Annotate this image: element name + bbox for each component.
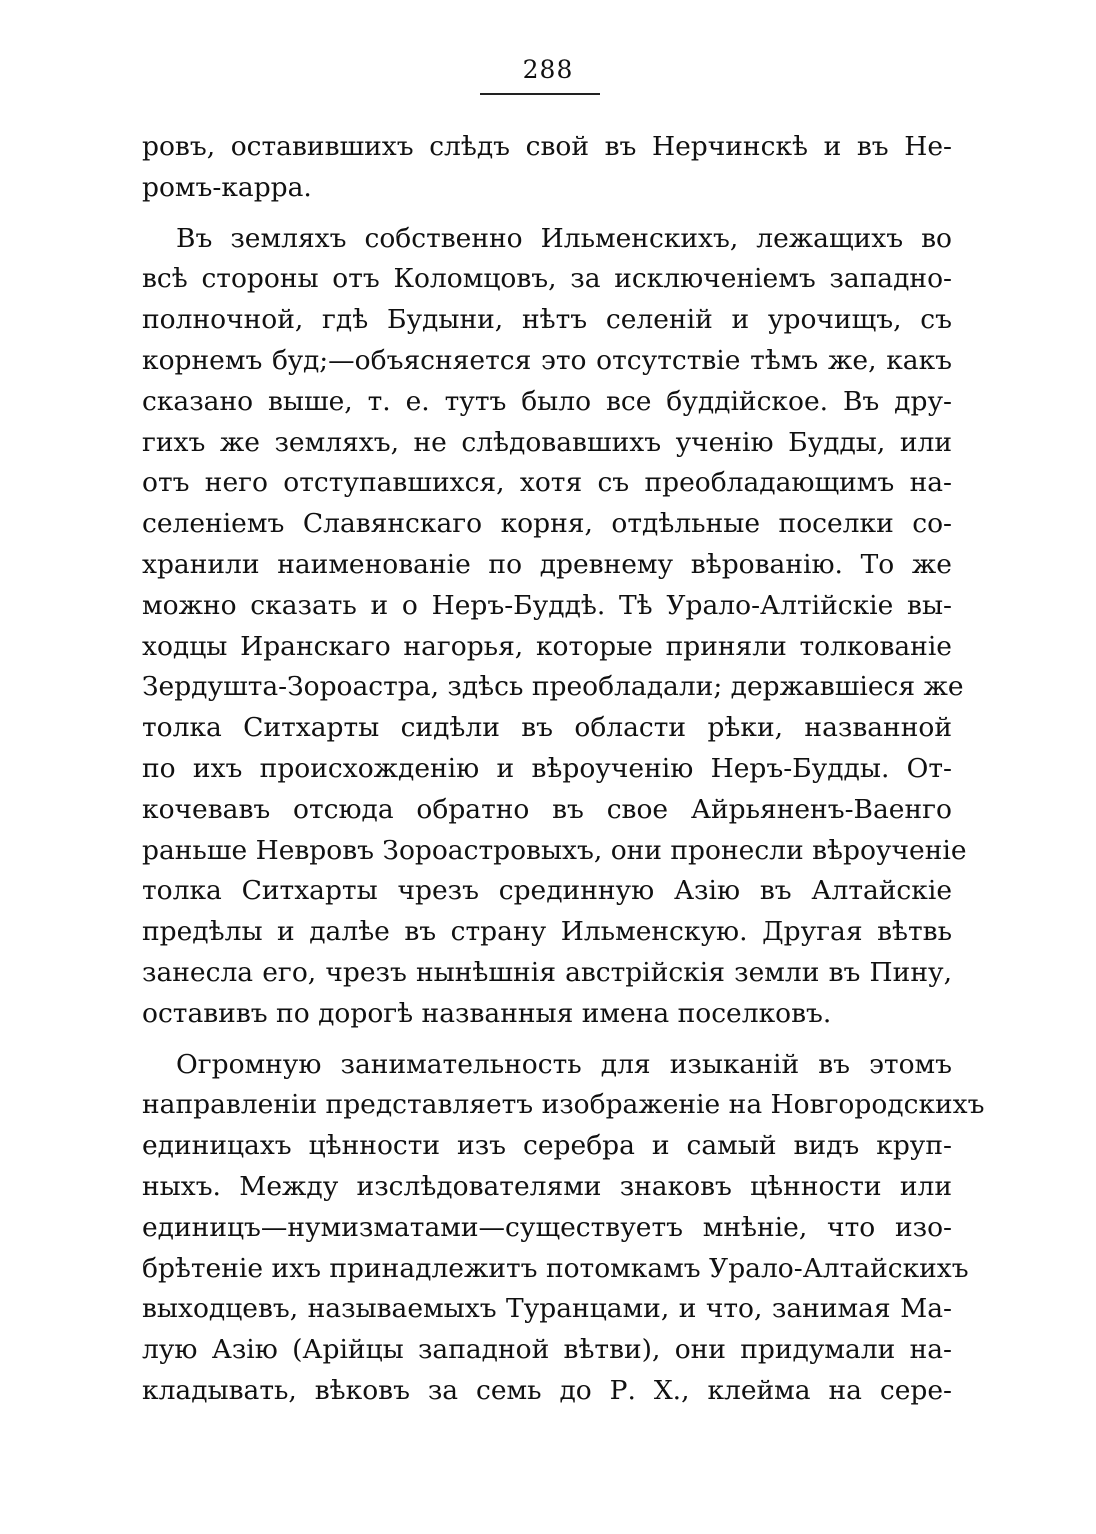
- text-line: ромъ-карра.: [142, 171, 312, 203]
- text-line: селеніемъ Славянскаго корня, отдѣльные поселки со-: [142, 508, 952, 540]
- text-line: Зердушта-Зороастра, здѣсь преобладали; державшіеся же: [142, 671, 964, 703]
- text-line: полночной, гдѣ Будыни, нѣтъ селеній и урочищъ, съ: [142, 304, 952, 336]
- text-line: направленіи представляетъ изображеніе на Новгородскихъ: [142, 1089, 985, 1121]
- text-line: раньше Невровъ Зороастровыхъ, они пронесли вѣроученіе: [142, 834, 967, 866]
- text-line: Огромную занимательность для изыканій въ этомъ: [176, 1048, 952, 1080]
- text-line: сказано выше, т. е. тутъ было все буддійское. Въ дру-: [142, 385, 952, 417]
- text-line: по ихъ происхожденію и вѣроученію Неръ-Будды. От-: [142, 753, 952, 784]
- text-line: толка Ситхарты чрезъ срединную Азію въ Алтайскіе: [142, 875, 952, 907]
- text-line: кочевавъ отсюда обратно въ свое Айрьяненъ-Ваенго: [142, 793, 952, 825]
- text-line: брѣтеніе ихъ принадлежитъ потомкамъ Урало-Алтайскихъ: [142, 1252, 969, 1284]
- text-line: можно сказать и о Неръ-Буддѣ. Тѣ Урало-Алтійскіе вы-: [142, 589, 952, 621]
- text-line: ходцы Иранскаго нагорья, которые приняли толкованіе: [142, 630, 952, 662]
- text-line: кладывать, вѣковъ за семь до Р. Х., клейма на сере-: [142, 1375, 952, 1406]
- text-line: предѣлы и далѣе въ страну Ильменскую. Другая вѣтвь: [142, 916, 952, 948]
- text-line: единицахъ цѣнности изъ серебра и самый видъ круп-: [142, 1130, 952, 1162]
- page-number: 288: [522, 55, 574, 84]
- text-line: ныхъ. Между изслѣдователями знаковъ цѣнности или: [142, 1171, 952, 1202]
- text-line: единицъ—нумизматами—существуетъ мнѣніе, что изо-: [142, 1211, 952, 1243]
- header-rule: [480, 93, 600, 95]
- text-line: корнемъ бyд;—объясняется это отсутствіе тѣмъ же, какъ: [142, 345, 952, 376]
- text-line: гихъ же земляхъ, не слѣдовавшихъ ученію Будды, или: [142, 426, 952, 458]
- text-line: выходцевъ, называемыхъ Туранцами, и что, занимая Ма-: [142, 1293, 952, 1325]
- text-line: ровъ, оставившихъ слѣдъ свой въ Нерчинскѣ и въ Не-: [142, 131, 952, 162]
- text-line: лую Азію (Арійцы западной вѣтви), они придумали на-: [142, 1334, 952, 1366]
- text-line: всѣ стороны отъ Коломцовъ, за исключеніемъ западно-: [142, 263, 952, 295]
- text-line: отъ него отступавшихся, хотя съ преобладающимъ на-: [142, 467, 952, 499]
- text-line: хранили наименованіе по древнему вѣрованію. То же: [142, 549, 952, 580]
- text-line: толка Ситхарты сидѣли въ области рѣки, названной: [142, 712, 952, 744]
- text-line: оставивъ по дорогѣ названныя имена поселковъ.: [142, 997, 832, 1029]
- text-line: занесла его, чрезъ нынѣшнія австрійскія земли въ Пину,: [142, 957, 952, 988]
- text-line: Въ земляхъ собственно Ильменскихъ, лежащихъ во: [176, 222, 952, 254]
